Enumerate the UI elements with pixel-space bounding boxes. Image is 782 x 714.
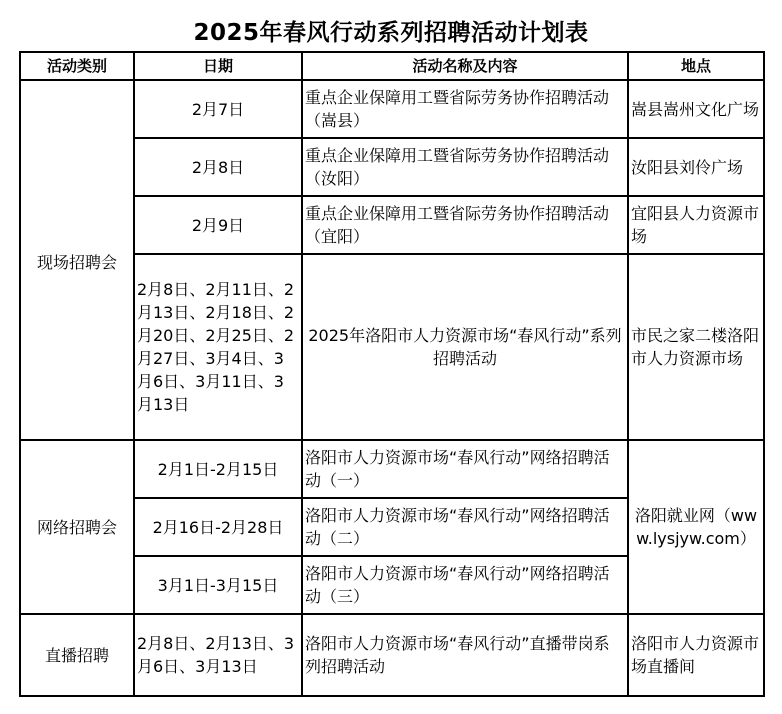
header-category: 活动类别	[20, 52, 134, 80]
date-cell: 2月1日-2月15日	[134, 440, 302, 498]
activity-cell: 2025年洛阳市人力资源市场“春风行动”系列招聘活动	[302, 254, 628, 440]
table-row	[20, 614, 764, 696]
activity-cell: 重点企业保障用工暨省际劳务协作招聘活动（汝阳）	[302, 138, 628, 196]
category-cell: 网络招聘会	[20, 440, 134, 614]
location-cell: 嵩县嵩州文化广场	[628, 80, 764, 138]
activity-cell: 洛阳市人力资源市场“春风行动”网络招聘活动（一）	[302, 440, 628, 498]
header-date: 日期	[134, 52, 302, 80]
activity-cell: 重点企业保障用工暨省际劳务协作招聘活动（嵩县）	[302, 80, 628, 138]
date-cell: 2月9日	[134, 196, 302, 254]
table-row	[20, 440, 764, 498]
location-cell: 宜阳县人力资源市场	[628, 196, 764, 254]
header-location: 地点	[628, 52, 764, 80]
activity-cell: 重点企业保障用工暨省际劳务协作招聘活动（宜阳）	[302, 196, 628, 254]
date-cell: 2月8日、2月13日、3月6日、3月13日	[134, 614, 302, 696]
schedule-table	[19, 51, 765, 697]
header-row	[20, 52, 764, 80]
category-cell: 现场招聘会	[20, 80, 134, 440]
activity-cell: 洛阳市人力资源市场“春风行动”网络招聘活动（三）	[302, 556, 628, 614]
location-cell: 汝阳县刘伶广场	[628, 138, 764, 196]
category-cell: 直播招聘	[20, 614, 134, 696]
page-title: 2025年春风行动系列招聘活动计划表	[193, 20, 589, 46]
date-cell: 2月16日-2月28日	[134, 498, 302, 556]
activity-cell: 洛阳市人力资源市场“春风行动”直播带岗系列招聘活动	[302, 614, 628, 696]
date-cell: 2月8日	[134, 138, 302, 196]
header-activity: 活动名称及内容	[302, 52, 628, 80]
date-cell: 2月7日	[134, 80, 302, 138]
location-cell: 洛阳就业网（www.lysjyw.com）	[628, 440, 764, 614]
date-cell: 2月8日、2月11日、2月13日、2月18日、2月20日、2月25日、2月27日、3月4日、3月6日、3月11日、3月13日	[134, 254, 302, 440]
date-cell: 3月1日-3月15日	[134, 556, 302, 614]
table-row	[20, 80, 764, 138]
location-cell: 洛阳市人力资源市场直播间	[628, 614, 764, 696]
location-cell: 市民之家二楼洛阳市人力资源市场	[628, 254, 764, 440]
activity-cell: 洛阳市人力资源市场“春风行动”网络招聘活动（二）	[302, 498, 628, 556]
